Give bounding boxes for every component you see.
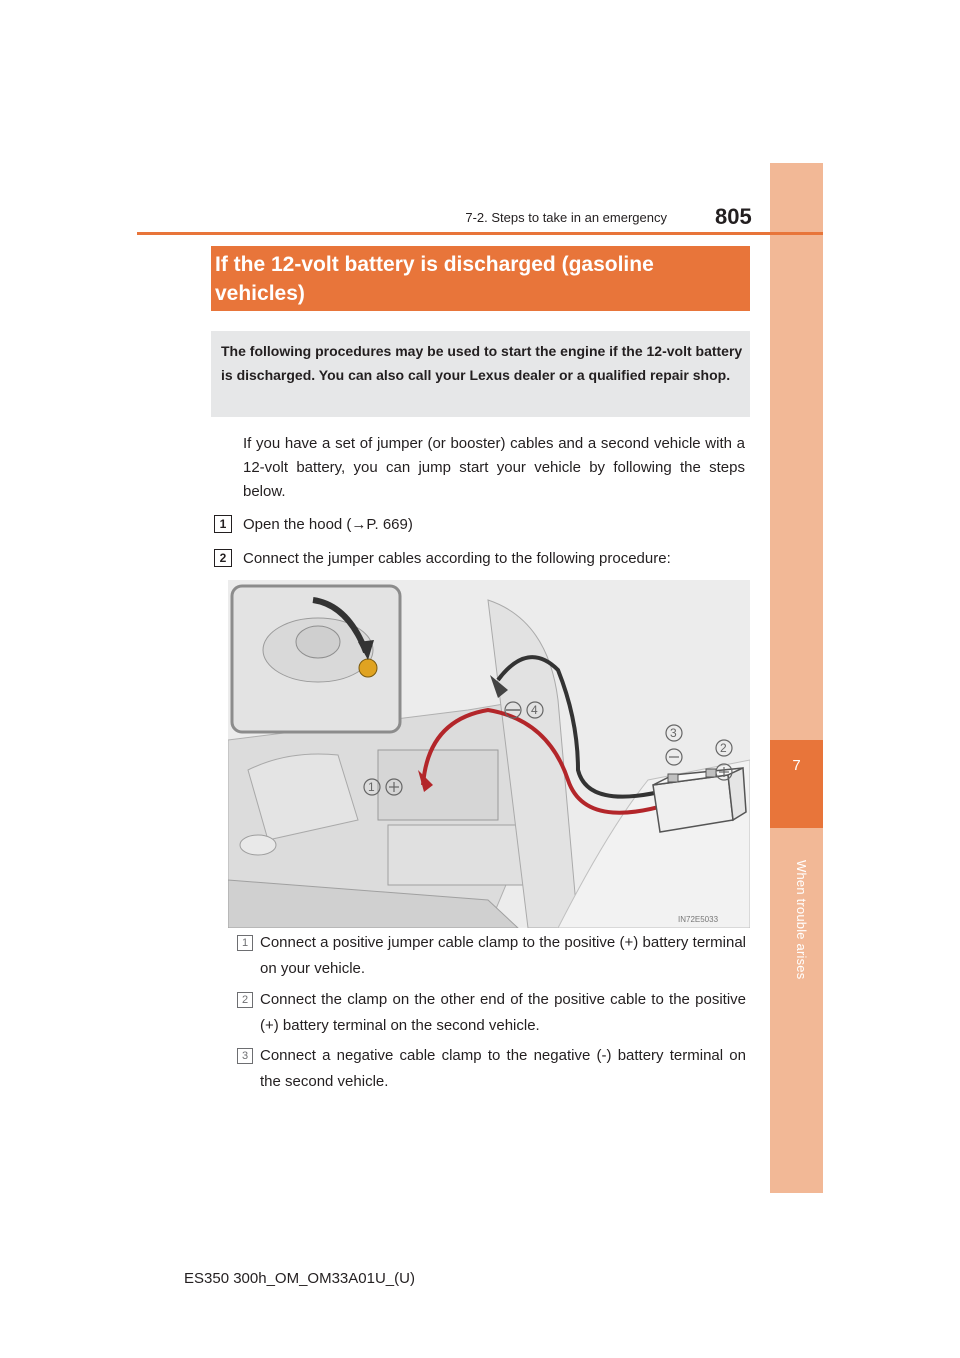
page-number: 805: [715, 204, 752, 229]
substep-2-text: Connect the clamp on the other end of the positive cable to the positive (+) battery terminal on the second vehicle.: [260, 991, 746, 1034]
substep-1-badge: 1: [237, 935, 253, 951]
document-code-footer: ES350 300h_OM_OM33A01U_(U): [184, 1270, 415, 1287]
step-1-badge: 1: [214, 515, 232, 533]
substep-2-badge: 2: [237, 992, 253, 1008]
header-rule: [137, 232, 823, 235]
callout-1-label: 1: [368, 780, 375, 794]
substep-1-text: Connect a positive jumper cable clamp to the positive (+) battery terminal on your vehicle.: [260, 934, 746, 977]
jumper-cable-diagram: [228, 580, 750, 928]
intro-text: The following procedures may be used to start the engine if the 12-volt battery is discharged. You can also call your Lexus dealer or a qualified repair shop.: [221, 343, 743, 383]
chapter-title: When trouble arises: [794, 860, 809, 980]
page-title: If the 12-volt battery is discharged (gasoline vehicles): [215, 253, 654, 305]
step-2-text: Connect the jumper cables according to the following procedure:: [243, 550, 671, 567]
body-paragraph: If you have a set of jumper (or booster) cables and a second vehicle with a 12-volt battery, you can jump start your vehicle by following the steps below.: [243, 435, 745, 500]
chapter-number-block: [770, 740, 823, 828]
step-2-badge: 2: [214, 549, 232, 567]
substep-3-text: Connect a negative cable clamp to the negative (-) battery terminal on the second vehicle.: [260, 1047, 746, 1090]
callout-3-label: 3: [670, 726, 677, 740]
step-1-text: Open the hood (→P. 669): [243, 516, 413, 533]
chapter-number: 7: [792, 757, 801, 774]
section-label: 7-2. Steps to take in an emergency: [465, 210, 667, 225]
engine-bay-illustration: [228, 580, 750, 928]
title-banner: [211, 246, 750, 311]
callout-4-label: 4: [531, 703, 538, 717]
intro-box: [211, 331, 750, 417]
substep-3-badge: 3: [237, 1048, 253, 1064]
callout-2-label: 2: [720, 741, 727, 755]
diagram-code: IN72E5033: [678, 915, 719, 924]
